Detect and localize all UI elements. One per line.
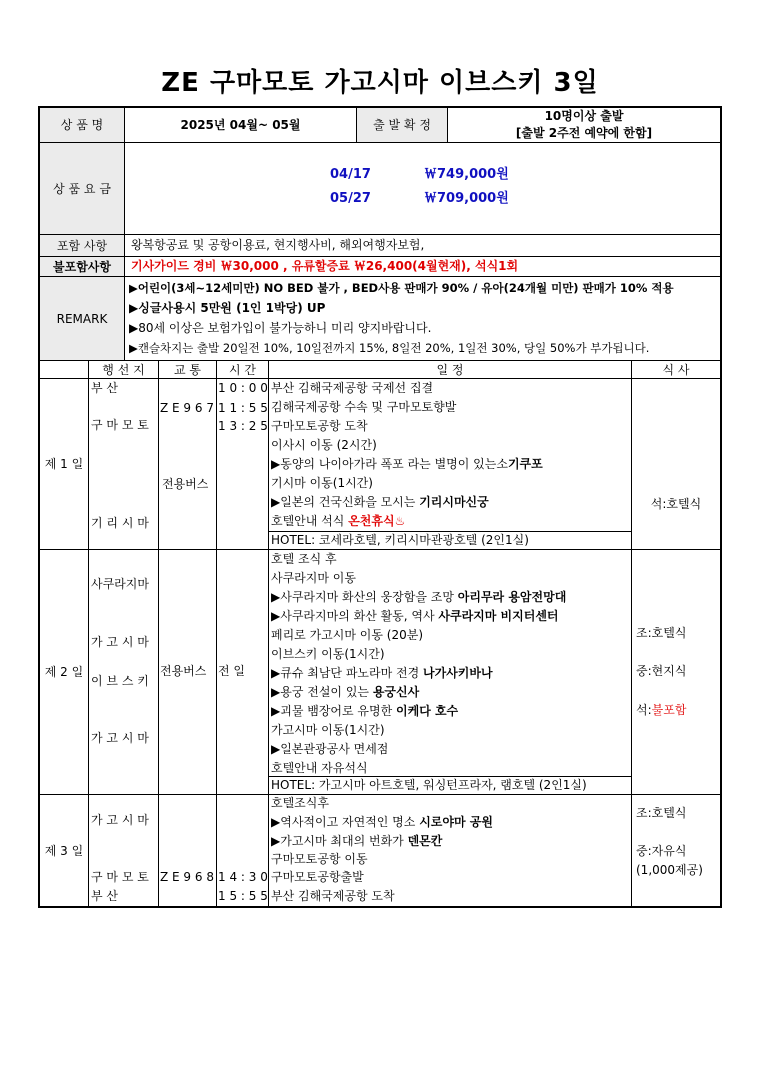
highlight: 기쿠포 [507,457,543,471]
schedule-text: ▶용궁 전설이 있는 [271,685,373,699]
excluded-text: 기사가이드 경비 ￦30,000 , 유류할증료 ￦26,400(4월현재), 석식1회 [131,259,519,273]
price-amount: ￦749,000원 [424,167,509,182]
highlight: 시로야마 공원 [419,815,493,829]
schedule-line: 호텔조식후 [271,796,329,810]
meal-text: 조:호텔식 [636,806,687,820]
day-label: 제 1 일 [44,457,84,471]
rule [38,142,722,143]
schedule-line [271,683,419,701]
remark-label: REMARK [56,311,108,326]
col-meal: 식 사 [662,362,690,377]
place: 부 산 [91,889,118,903]
remark-line: ▶캔슬차지는 출발 20일전 10%, 10일전까지 15%, 8일전 20%, 1일전 30%, 당일 50%가 부가됩니다. [129,341,650,355]
schedule-text: ▶역사적이고 자연적인 명소 [271,815,420,829]
place: 부 산 [91,381,118,395]
table-bottom-border [38,906,722,908]
schedule-line: 페리로 가고시마 이동 (20분) [271,628,423,642]
col-time: 시 간 [229,362,256,377]
price-label: 상 품 요 금 [53,181,111,196]
hot-spring-icon: ♨ [394,514,406,528]
highlight: 덴몬칸 [407,834,443,848]
schedule-text: ▶가고시마 최대의 번화가 [271,834,408,848]
rule [88,361,89,907]
schedule-line: 사쿠라지마 이동 [271,571,356,585]
col-transport: 교 통 [174,362,201,377]
excluded-label: 불포함사항 [53,259,111,274]
col-schedule: 일 정 [436,362,464,377]
schedule-line [271,607,559,625]
schedule-line: 가고시마 이동(1시간) [271,723,385,737]
transport: Z E 9 6 7 [160,401,214,415]
hotel-line: HOTEL: 코세라호텔, 키리시마관광호텔 (2인1실) [271,533,529,547]
schedule-line [271,588,566,606]
transport: Z E 9 6 8 [160,870,214,884]
rule [268,361,269,907]
place: 가 고 시 마 [91,813,149,827]
remark-line: ▶어린이(3세~12세미만) NO BED 불가 , BED사용 판매가 90% / 유아(24개월 미만) 판매가 10% 적용 [129,281,674,295]
meal-text: 중:자유식 [636,844,687,858]
place: 구 마 모 토 [91,870,149,884]
day-label: 제 3 일 [44,843,84,858]
rule [38,276,722,277]
meal-prefix: 석: [636,703,652,717]
meal-excluded: 불포함 [651,703,687,717]
rule [158,361,159,907]
product-label: 상 품 명 [60,118,104,132]
highlight: 사쿠라지마 비지터센터 [438,609,559,623]
rule [38,549,722,550]
page-title: ZE 구마모토 가고시마 이브스키 3일 [161,68,599,98]
table-right-border [720,106,722,908]
schedule-line: 김해국제공항 수속 및 구마모토향발 [271,400,457,414]
included-label: 포함 사항 [56,238,108,253]
schedule-line: 부산 김해국제공항 도착 [271,889,395,903]
col-day [40,361,88,378]
schedule-line [271,493,489,511]
period: 2025년 04월~ 05월 [180,118,301,132]
schedule-line [271,832,442,850]
highlight: 나가사키바나 [423,666,493,680]
place: 가 고 시 마 [91,635,149,649]
place: 가 고 시 마 [91,731,149,745]
schedule-text: ▶괴물 뱀장어로 유명한 [271,704,397,718]
price-date: 04/17 [330,167,371,182]
schedule-text: ▶사쿠라지마 화산의 웅장함을 조망 [271,590,458,604]
departure-info [448,108,720,142]
departure-line: 10명이상 출발 [544,109,624,123]
place: 기 리 시 마 [91,516,149,530]
schedule-text: ▶큐슈 최남단 파노라마 전경 [271,666,423,680]
highlight: 용궁신사 [372,685,420,699]
schedule-line: 이사시 이동 (2시간) [271,438,377,452]
transport: 전용버스 [160,664,207,678]
schedule-line: ▶일본관광공사 면세점 [271,742,389,756]
schedule-line: 구마모토공항출발 [271,870,364,884]
schedule-line [271,512,405,530]
place: 구 마 모 토 [91,418,149,432]
schedule-text: ▶일본의 건국신화을 모시는 [271,495,420,509]
schedule-line [271,813,493,831]
rule [38,234,722,235]
schedule-line [271,664,493,682]
highlight: 기리시마신궁 [419,495,489,509]
schedule-text: ▶동양의 나이아가라 폭포 라는 별명이 있는소 [271,457,508,471]
hotel-line: HOTEL: 가고시마 아트호텔, 워싱턴프라자, 램호텔 (2인1실) [271,778,587,792]
highlight: 아리무라 용암전망대 [457,590,567,604]
meal-text [636,701,686,719]
time: 전 일 [218,664,245,678]
price-amount: ￦709,000원 [424,191,509,206]
schedule-line [271,702,458,720]
day-label: 제 2 일 [44,665,84,679]
meal [632,379,720,629]
meal-text: 중:현지식 [636,664,687,678]
schedule-line [271,455,543,473]
schedule-line: 이브스키 이동(1시간) [271,647,385,661]
included-text: 왕복항공료 및 공항이용료, 현지행사비, 해외여행자보험, [131,238,425,252]
schedule-text: ▶사쿠라지마의 화산 활동, 역사 [271,609,439,623]
schedule-line: 부산 김해국제공항 국제선 집결 [271,381,434,395]
departure-line: [출발 2주전 예약에 한함] [515,126,653,140]
time: 1 4 : 3 0 [218,870,268,884]
schedule-line: 구마모토공항 이동 [271,852,368,866]
departure-label: 출 발 확 정 [373,118,431,132]
transport: 전용버스 [162,477,209,491]
place: 이 브 스 키 [91,674,149,688]
highlight: 이케다 호수 [396,704,459,718]
col-place: 행 선 지 [102,362,145,377]
price-date: 05/27 [330,191,371,206]
rule [38,794,722,795]
remark-line: ▶싱글사용시 5만원 (1인 1박당) UP [129,301,326,315]
place: 사쿠라지마 [91,577,149,591]
highlight: 온천휴식 [348,514,395,528]
meal-text: 석:호텔식 [650,497,702,511]
schedule-line: 구마모토공항 도착 [271,419,368,433]
schedule-line: 기시마 이동(1시간) [271,476,373,490]
time: 1 3 : 2 5 [218,419,268,433]
meal-text: (1,000제공) [636,863,703,877]
remark-line: ▶80세 이상은 보험가입이 불가능하니 미리 양지바랍니다. [129,321,432,335]
time: 1 0 : 0 0 [218,381,268,395]
rule [124,106,125,361]
schedule-text: 호텔안내 석식 [271,514,349,528]
time: 1 1 : 5 5 [218,401,268,415]
time: 1 5 : 5 5 [218,889,268,903]
rule [216,361,217,907]
schedule-line: 호텔 조식 후 [271,552,337,566]
meal-text: 조:호텔식 [636,626,687,640]
schedule-line: 호텔안내 자유석식 [271,761,368,775]
